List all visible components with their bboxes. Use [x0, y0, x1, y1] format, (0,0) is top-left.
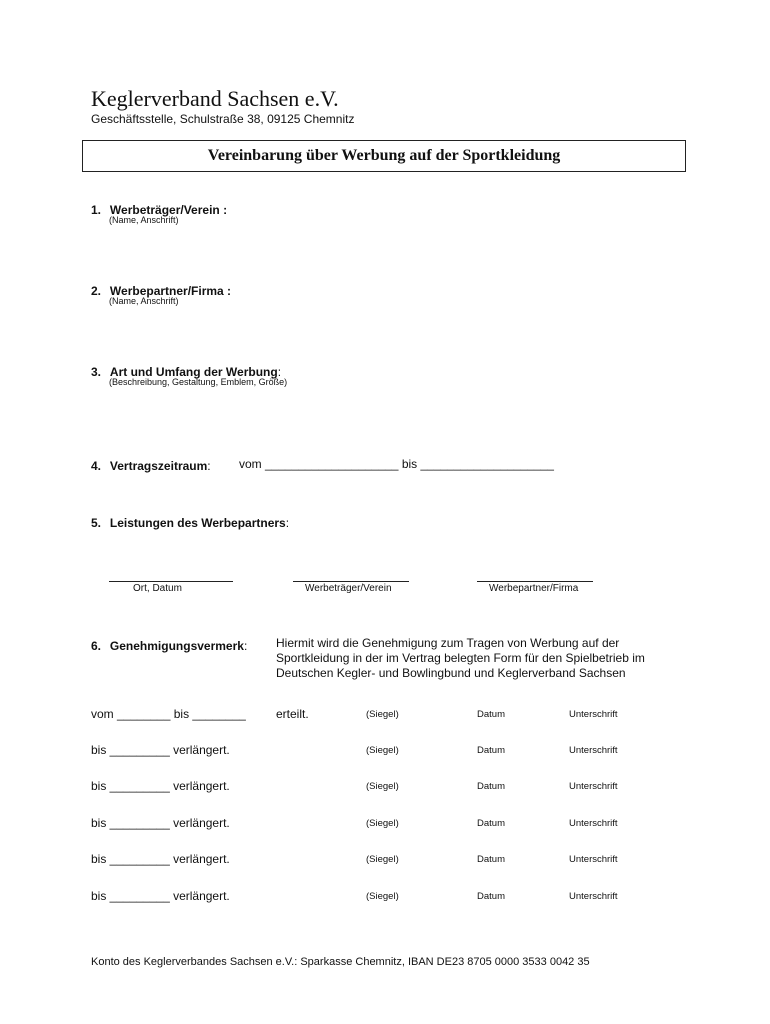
section-number: 6. [91, 639, 102, 653]
org-name: Keglerverband Sachsen e.V. [91, 86, 339, 111]
extension-field[interactable]: bis _________ verlängert. [91, 743, 230, 757]
section-6 [91, 637, 247, 655]
document-title-box [82, 140, 686, 172]
signature-label: Unterschrift [569, 781, 618, 792]
section-colon: : [243, 639, 248, 653]
extension-field[interactable]: bis _________ verlängert. [91, 852, 230, 866]
section-1-hint: (Name, Anschrift) [109, 215, 179, 225]
seal-label: (Siegel) [366, 854, 399, 865]
bank-footer: Konto des Keglerverbandes Sachsen e.V.: Sparkasse Chemnitz, IBAN DE23 8705 0000 3533 0042 35 [91, 956, 590, 968]
date-label: Datum [477, 818, 505, 829]
section-number: 3. [91, 365, 102, 379]
section-3-hint: (Beschreibung, Gestaltung, Emblem, Größe) [109, 377, 288, 387]
seal-label: (Siegel) [366, 781, 399, 792]
signature-label: Unterschrift [569, 745, 618, 756]
signature-label: Unterschrift [569, 818, 618, 829]
seal-label: (Siegel) [366, 709, 399, 720]
approval-period-field[interactable]: vom ________ bis ________ [91, 707, 246, 721]
section-title: Werbeträger/Verein : [109, 203, 228, 217]
section-colon: : [277, 365, 282, 379]
section-colon: : [285, 516, 290, 530]
section-colon: : [207, 459, 211, 473]
approval-granted: erteilt. [276, 707, 309, 721]
seal-label: (Siegel) [366, 745, 399, 756]
section-title: Genehmigungsvermerk [109, 639, 244, 653]
signature-label: Unterschrift [569, 854, 618, 865]
seal-label: (Siegel) [366, 891, 399, 902]
org-address: Geschäftsstelle, Schulstraße 38, 09125 Chemnitz [91, 112, 355, 126]
section-number: 1. [91, 203, 102, 217]
date-label: Datum [477, 854, 505, 865]
section-4 [91, 457, 211, 475]
date-label: Datum [477, 891, 505, 902]
extension-field[interactable]: bis _________ verlängert. [91, 779, 230, 793]
signature-label: Unterschrift [569, 709, 618, 720]
extension-field[interactable]: bis _________ verlängert. [91, 816, 230, 830]
signature-line-place-date[interactable] [109, 581, 233, 582]
date-label: Datum [477, 745, 505, 756]
section-number: 4. [91, 459, 102, 473]
section-5 [91, 514, 289, 532]
seal-label: (Siegel) [366, 818, 399, 829]
signature-line-carrier[interactable] [293, 581, 409, 582]
section-number: 5. [91, 516, 102, 530]
extension-field[interactable]: bis _________ verlängert. [91, 889, 230, 903]
signature-line-partner[interactable] [477, 581, 593, 582]
section-title: Vertragszeitraum [109, 459, 208, 473]
section-2-hint: (Name, Anschrift) [109, 296, 179, 306]
date-label: Datum [477, 781, 505, 792]
section-title: Leistungen des Werbepartners [109, 516, 286, 530]
document-title: Vereinbarung über Werbung auf der Sportkleidung [207, 147, 561, 164]
section-number: 2. [91, 284, 102, 298]
label-partner: Werbepartner/Firma [489, 583, 579, 594]
approval-text: Hiermit wird die Genehmigung zum Tragen von Werbung auf der Sportkleidung in der im Vertrag belegten Form für den Spielbetrieb im Deutschen Kegler- und Bowlingbund und Keglerverband Sachsen [276, 636, 645, 680]
label-place-date: Ort, Datum [133, 583, 182, 594]
section-title: Werbepartner/Firma : [109, 284, 232, 298]
date-label: Datum [477, 709, 505, 720]
label-carrier: Werbeträger/Verein [305, 583, 392, 594]
contract-period-field[interactable]: vom ____________________ bis ____________________ [239, 457, 554, 471]
signature-label: Unterschrift [569, 891, 618, 902]
section-title: Art und Umfang der Werbung [109, 365, 278, 379]
